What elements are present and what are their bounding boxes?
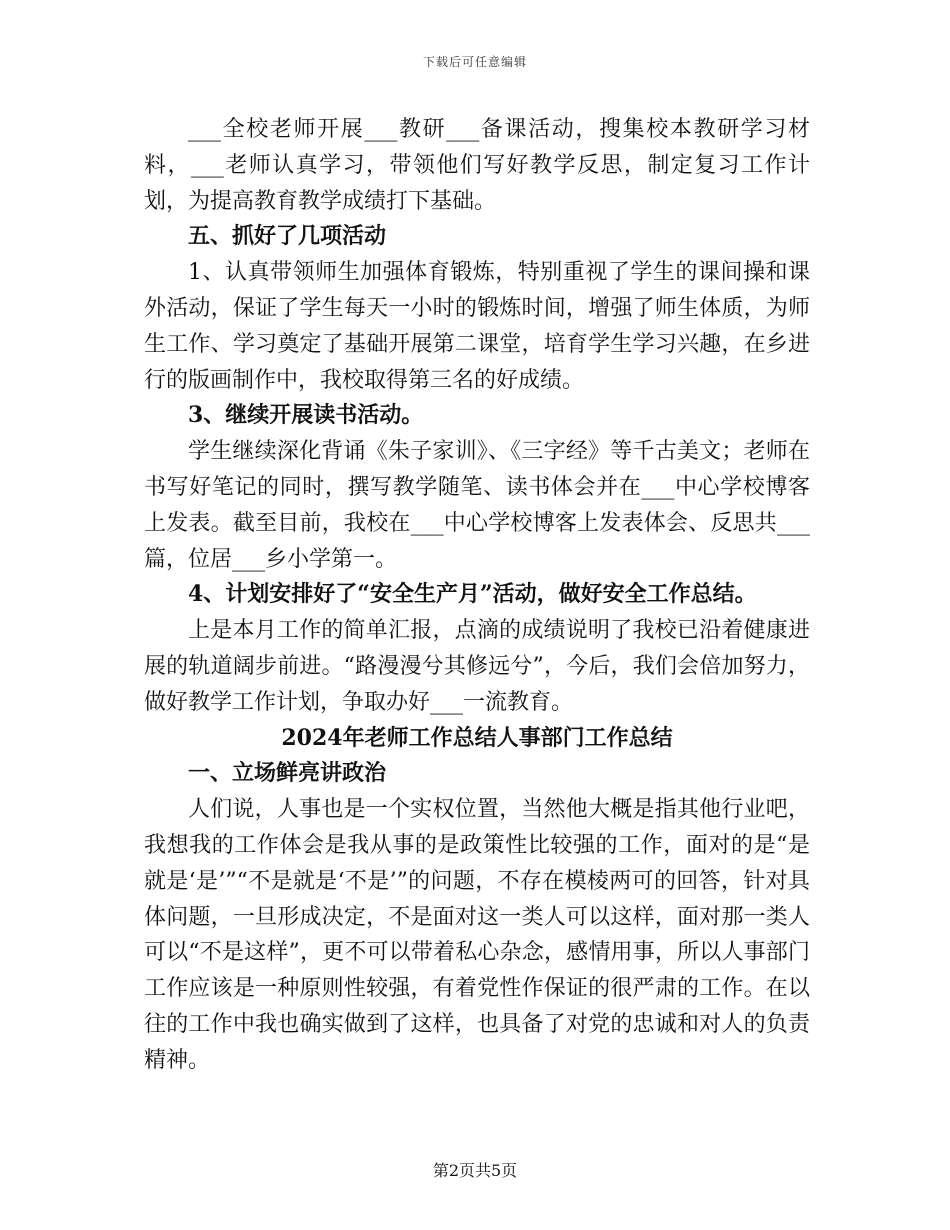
heading-activities: 五、抓好了几项活动 — [188, 223, 387, 250]
heading-reading: 3、继续开展读书活动。 — [188, 402, 424, 429]
page-number: 第2页共5页 — [432, 1161, 518, 1180]
heading-safety: 4、计划安排好了“安全生产月”活动，做好安全工作总结。 — [188, 581, 757, 608]
heading-politics: 一、立场鲜亮讲政治 — [188, 760, 387, 787]
paragraph-sports: 1、认真带领师生加强体育锻炼，特别重视了学生的课间操和课外活动，保证了学生每天一小时的锻炼时间，增强了师生体质，为师生工作、学习奠定了基础开展第二课堂，培育学生学习兴趣，在乡进行的版画制作中，我校取得第三名的好成绩。 — [144, 260, 810, 393]
page-header-note: 下载后可任意编辑 — [422, 55, 527, 69]
paragraph-personnel: 人们说，人事也是一个实权位置，当然他大概是指其他行业吧，我想我的工作体会是我从事的是政策性比较强的工作，面对的是“是就是‘是’”“不是就是‘不是’”的问题，不存在模棱两可的回答，针对具体问题，一旦形成决定，不是面对这一类人可以这样，面对那一类人可以“不是这样”，更不可以带着私心杂念，感情用事，所以人事部门工作应该是一种原则性较强，有着党性作保证的很严肃的工作。在以往的工作中我也确实做到了这样，也具备了对党的忠诚和对人的负责精神。 — [144, 797, 810, 1073]
document-body — [144, 112, 810, 1079]
paragraph-summary: 上是本月工作的简单汇报，点滴的成绩说明了我校已沿着健康进展的轨道阔步前进。“路漫漫兮其修远兮”，今后，我们会倍加努力，做好教学工作计划，争取办好___一流教育。 — [144, 618, 810, 715]
paragraph-reading: 学生继续深化背诵《朱子家训》、《三字经》等千古美文；老师在书写好笔记的同时，撰写教学随笔、读书体会并在___中心学校博客上发表。截至目前，我校在___中心学校博客上发表体会、反思共___篇，位居___乡小学第一。 — [144, 439, 810, 572]
paragraph-teaching-research: ___全校老师开展___教研___备课活动，搜集校本教研学习材料，___老师认真学习，带领他们写好教学反思，制定复习工作计划，为提高教育教学成绩打下基础。 — [144, 117, 810, 214]
section-title: 2024年老师工作总结人事部门工作总结 — [281, 724, 673, 751]
